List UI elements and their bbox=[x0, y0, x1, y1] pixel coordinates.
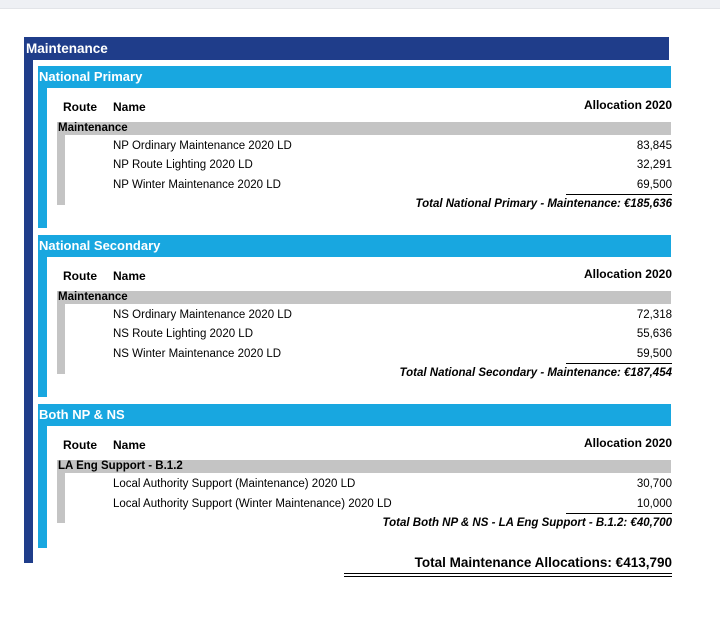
total-underline bbox=[566, 194, 672, 195]
list-item-value: 72,318 bbox=[636, 309, 672, 321]
column-name: Name bbox=[113, 438, 146, 452]
total-underline bbox=[566, 363, 672, 364]
section-side-bar-national-secondary bbox=[38, 257, 47, 397]
total-underline bbox=[566, 513, 672, 514]
maintenance-side-bar bbox=[24, 60, 33, 563]
list-item-name: Local Authority Support (Maintenance) 2020 LD bbox=[113, 478, 356, 490]
section-side-bar-both-np-ns bbox=[38, 426, 47, 548]
grand-total: Total Maintenance Allocations: €413,790 bbox=[414, 555, 672, 570]
group-header: Maintenance bbox=[57, 291, 671, 304]
list-item-name: Local Authority Support (Winter Maintenance) 2020 LD bbox=[113, 498, 392, 510]
list-item-value: 10,000 bbox=[636, 498, 672, 510]
list-item-name: NP Ordinary Maintenance 2020 LD bbox=[113, 140, 292, 152]
maintenance-header: Maintenance bbox=[24, 37, 669, 60]
section-total: Total National Secondary - Maintenance: €187,454 bbox=[399, 367, 672, 379]
column-name: Name bbox=[113, 269, 146, 283]
group-header: LA Eng Support - B.1.2 bbox=[57, 460, 671, 473]
column-route: Route bbox=[63, 100, 97, 114]
group-side-bar bbox=[57, 473, 65, 523]
list-item-value: 32,291 bbox=[636, 159, 672, 171]
section-side-bar-national-primary bbox=[38, 88, 47, 228]
column-route: Route bbox=[63, 438, 97, 452]
list-item-name: NP Winter Maintenance 2020 LD bbox=[113, 179, 281, 191]
section-total: Total Both NP & NS - LA Eng Support - B.1.2: €40,700 bbox=[382, 517, 672, 529]
list-item-value: 59,500 bbox=[636, 348, 672, 360]
section-total: Total National Primary - Maintenance: €185,636 bbox=[415, 198, 672, 210]
column-allocation: Allocation 2020 bbox=[583, 98, 672, 112]
column-route: Route bbox=[63, 269, 97, 283]
top-edge bbox=[0, 0, 720, 9]
list-item-value: 69,500 bbox=[636, 179, 672, 191]
grand-total-underline-1 bbox=[344, 573, 672, 574]
list-item-value: 83,845 bbox=[636, 140, 672, 152]
column-allocation: Allocation 2020 bbox=[583, 267, 672, 281]
list-item-name: NS Winter Maintenance 2020 LD bbox=[113, 348, 282, 360]
list-item-name: NP Route Lighting 2020 LD bbox=[113, 159, 253, 171]
group-header: Maintenance bbox=[57, 122, 671, 135]
group-side-bar bbox=[57, 304, 65, 374]
section-header-national-primary: National Primary bbox=[38, 66, 671, 88]
section-header-national-secondary: National Secondary bbox=[38, 235, 671, 257]
list-item-name: NS Ordinary Maintenance 2020 LD bbox=[113, 309, 292, 321]
column-allocation: Allocation 2020 bbox=[583, 436, 672, 450]
list-item-name: NS Route Lighting 2020 LD bbox=[113, 328, 254, 340]
section-header-both-np-ns: Both NP & NS bbox=[38, 404, 671, 426]
list-item-value: 30,700 bbox=[636, 478, 672, 490]
list-item-value: 55,636 bbox=[636, 328, 672, 340]
group-side-bar bbox=[57, 135, 65, 205]
grand-total-underline-2 bbox=[344, 576, 672, 577]
column-name: Name bbox=[113, 100, 146, 114]
